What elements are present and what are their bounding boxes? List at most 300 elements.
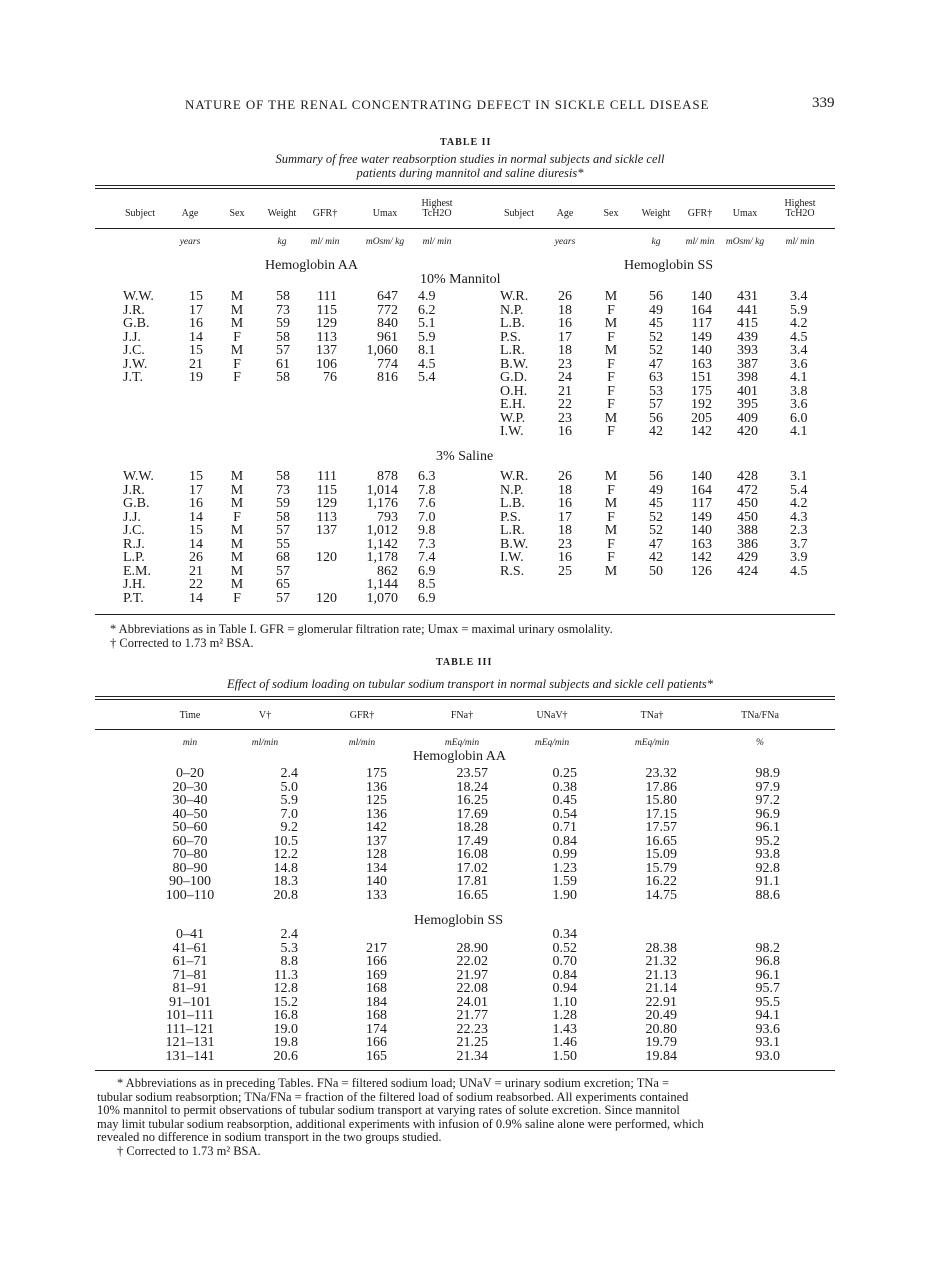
table-cell: 40–50	[172, 806, 208, 822]
table-cell: 15.80	[645, 793, 677, 808]
table-cell: 8.1	[418, 343, 436, 358]
table-cell: 21	[189, 563, 203, 579]
table-cell: 3.6	[790, 356, 808, 372]
table-cell: 18	[558, 343, 572, 358]
table-cell: 47	[649, 356, 663, 372]
table-cell: 60–70	[172, 833, 208, 849]
table-cell: 57	[276, 343, 290, 358]
table-cell: 9.2	[280, 820, 298, 835]
group-label-hemoglobin-ss: Hemoglobin SS	[624, 258, 714, 273]
table-cell: 142	[691, 550, 712, 565]
table-cell: 136	[366, 806, 387, 822]
table-cell: W.R.	[500, 469, 529, 484]
table-row	[0, 511, 936, 524]
table-cell: 58	[276, 509, 290, 525]
table-cell: 121–131	[165, 1035, 215, 1050]
table-cell: 441	[737, 302, 758, 318]
table-cell: J.R.	[123, 482, 145, 498]
table-cell: 1.10	[552, 994, 577, 1010]
table-cell: 149	[691, 509, 712, 525]
table-cell: 21	[558, 383, 572, 399]
table-cell: I.W.	[500, 550, 524, 565]
table-cell: 205	[691, 410, 712, 426]
table-cell: 23	[558, 356, 572, 372]
table-row	[0, 1023, 936, 1036]
table-row	[0, 317, 936, 330]
table-cell: 57	[276, 563, 290, 579]
table-cell: P.S.	[500, 509, 522, 525]
table-cell: 14	[189, 590, 203, 606]
table-cell: 166	[366, 1035, 387, 1050]
table-cell: M	[230, 316, 244, 331]
table-cell: 3.7	[790, 536, 808, 552]
table-cell: 65	[276, 577, 290, 592]
table-cell: 7.6	[418, 496, 436, 511]
table-cell: 14.8	[273, 860, 298, 876]
table-row	[0, 982, 936, 995]
table-cell: 93.8	[755, 847, 780, 862]
table-cell: 93.1	[755, 1035, 780, 1050]
table-cell: 140	[691, 343, 712, 358]
table-row	[0, 1036, 936, 1049]
table-cell: 140	[691, 469, 712, 484]
table-cell: 96.8	[755, 954, 780, 969]
table-cell: 49	[649, 482, 663, 498]
table-cell: L.R.	[500, 523, 525, 538]
table-cell: 17	[189, 482, 203, 498]
table-cell: 128	[366, 847, 387, 862]
table-3-caption: Effect of sodium loading on tubular sodium transport in normal subjects and sickle cell patients*	[226, 677, 714, 691]
table-cell: 2.4	[280, 766, 298, 781]
column-unit: kg	[651, 237, 661, 247]
table-cell: F	[607, 370, 615, 385]
table-cell: 21.77	[456, 1008, 488, 1023]
table-cell: F	[233, 509, 241, 525]
table-cell: E.M.	[123, 563, 151, 579]
table-row	[0, 385, 936, 398]
table-cell: 20.8	[273, 887, 298, 903]
column-unit: mEq/min	[534, 738, 570, 748]
table-cell: 18.3	[273, 874, 298, 889]
table-cell: 5.3	[280, 940, 298, 956]
table-cell: 16.22	[645, 874, 677, 889]
table-cell: 6.9	[418, 590, 436, 606]
table-cell: 1,070	[366, 590, 398, 606]
table-cell: 0.84	[552, 967, 577, 983]
column-header: TNa†	[640, 710, 664, 721]
table-cell: M	[230, 289, 244, 304]
column-unit: %	[756, 738, 764, 748]
table-cell: L.B.	[500, 316, 525, 331]
table-cell: 50	[649, 563, 663, 579]
table-cell: 24.01	[456, 994, 488, 1010]
table-cell: 111	[317, 289, 337, 304]
table-row	[0, 470, 936, 483]
table-cell: 17	[189, 302, 203, 318]
table-cell: 4.5	[790, 329, 808, 345]
table-cell: 4.1	[790, 370, 808, 385]
table-cell: N.P.	[500, 302, 524, 318]
table-cell: 57	[276, 590, 290, 606]
table-cell: 59	[276, 496, 290, 511]
table-cell: 96.1	[755, 820, 780, 835]
table-cell: 450	[737, 509, 758, 525]
table-cell: F	[607, 509, 615, 525]
table-2-label: TABLE II	[440, 137, 492, 148]
table-row	[0, 835, 936, 848]
column-unit: min	[182, 738, 198, 748]
table-cell: 125	[366, 793, 387, 808]
table-3-footnote-line: * Abbreviations as in preceding Tables. FNa = filtered sodium load; UNaV = urinary sodium excretion; TNa =	[117, 1076, 670, 1090]
table-3-footnote-line: 10% mannitol to permit observations of tubular sodium transport at varying rates of solute excretion. Since mannitol	[97, 1103, 680, 1118]
table-cell: 472	[737, 482, 758, 498]
table-cell: 23	[558, 410, 572, 426]
table-row	[0, 996, 936, 1009]
table-row	[0, 928, 936, 941]
table-cell: M	[230, 577, 244, 592]
table-cell: 429	[737, 550, 758, 565]
table-2-caption-line-1: Summary of free water reabsorption studies in normal subjects and sickle cell	[275, 152, 665, 166]
table-cell: 19	[189, 370, 203, 385]
table-cell: 1.28	[552, 1008, 577, 1023]
table-cell: 20.6	[273, 1048, 298, 1064]
table-cell: 111	[317, 469, 337, 484]
table-cell: 5.4	[790, 482, 808, 498]
table-cell: 439	[737, 329, 758, 345]
table-cell: 88.6	[755, 887, 780, 903]
table-cell: 76	[323, 370, 337, 385]
table-cell: 28.38	[645, 940, 677, 956]
group-label-hemoglobin-ss-t3: Hemoglobin SS	[414, 913, 504, 928]
column-header-left: Sex	[229, 208, 245, 219]
page-number: 339	[812, 95, 835, 111]
table-cell: 840	[377, 316, 398, 331]
table-cell: J.W.	[123, 356, 148, 372]
table-cell: 961	[377, 329, 398, 345]
table-cell: 14	[189, 536, 203, 552]
table-cell: 7.3	[418, 536, 436, 552]
table-cell: 137	[366, 833, 387, 849]
table-cell: J.J.	[123, 329, 141, 345]
table-cell: 450	[737, 496, 758, 511]
table-cell: 55	[276, 536, 290, 552]
table-cell: 136	[366, 779, 387, 795]
table-cell: 1,144	[366, 577, 398, 592]
table-cell: 15	[189, 469, 203, 484]
table-cell: 386	[737, 536, 758, 552]
table-cell: M	[230, 550, 244, 565]
table-cell: 91.1	[755, 874, 780, 889]
table-cell: M	[604, 343, 618, 358]
table-cell: M	[604, 289, 618, 304]
table-cell: L.B.	[500, 496, 525, 511]
table-cell: 4.5	[418, 356, 436, 372]
table-cell: 21.25	[456, 1035, 488, 1050]
table-cell: M	[604, 316, 618, 331]
table-cell: 97.2	[755, 793, 780, 808]
table-cell: 16.65	[456, 887, 488, 903]
column-header-right: Highest TcH2O	[784, 198, 816, 219]
table-cell: 98.9	[755, 766, 780, 781]
table-row	[0, 344, 936, 357]
table-cell: 53	[649, 383, 663, 399]
table-cell: J.J.	[123, 509, 141, 525]
table-cell: 95.7	[755, 981, 780, 996]
table-cell: 8.5	[418, 577, 436, 592]
table-row	[0, 767, 936, 780]
table-cell: 137	[316, 523, 337, 538]
column-header-right: Sex	[603, 208, 619, 219]
table-cell: 4.1	[790, 424, 808, 439]
table-cell: 28.90	[456, 940, 488, 956]
table-cell: 217	[366, 940, 387, 956]
table-cell: 169	[366, 967, 387, 983]
table-cell: 126	[691, 563, 712, 579]
table-cell: 18.24	[456, 779, 488, 795]
table-cell: 15	[189, 289, 203, 304]
table-cell: 56	[649, 410, 663, 426]
table-cell: 398	[737, 370, 758, 385]
table-cell: G.D.	[500, 370, 528, 385]
table-cell: 4.2	[790, 316, 808, 331]
column-unit: years	[554, 237, 576, 247]
table-cell: E.H.	[500, 397, 526, 412]
table-cell: O.H.	[500, 383, 528, 399]
table-row	[0, 565, 936, 578]
table-cell: 3.4	[790, 343, 808, 358]
table-row	[0, 1050, 936, 1063]
table-row	[0, 425, 936, 438]
table-cell: 1.43	[552, 1021, 577, 1037]
table-cell: 93.6	[755, 1021, 780, 1037]
column-unit: mOsm/ kg	[365, 237, 405, 247]
table-cell: 409	[737, 410, 758, 426]
table-cell: 420	[737, 424, 758, 439]
table-cell: P.S.	[500, 329, 522, 345]
table-cell: 61–71	[172, 954, 208, 969]
table-cell: 387	[737, 356, 758, 372]
table-cell: J.C.	[123, 343, 145, 358]
table-cell: 0.45	[552, 793, 577, 808]
table-cell: 16.65	[645, 833, 677, 849]
table-cell: 71–81	[172, 967, 208, 983]
table-cell: 47	[649, 536, 663, 552]
table-cell: 5.4	[418, 370, 436, 385]
table-row	[0, 304, 936, 317]
table-cell: 12.2	[273, 847, 298, 862]
table-3-footnote-line: tubular sodium reabsorption; TNa/FNa = fraction of the filtered load of sodium reabsorbed. All experiments contained	[97, 1089, 689, 1104]
table-cell: 0.71	[552, 820, 577, 835]
table-cell: 0.54	[552, 806, 577, 822]
table-cell: 0.99	[552, 847, 577, 862]
table-cell: 14	[189, 509, 203, 525]
table-cell: 101–111	[166, 1008, 214, 1023]
table-row	[0, 875, 936, 888]
table-cell: 80–90	[172, 860, 208, 876]
table-cell: 16	[189, 316, 203, 331]
table-cell: 21	[189, 356, 203, 372]
table-cell: F	[607, 424, 615, 439]
table-3-footnote-line: may limit tubular sodium reabsorption, additional experiments with infusion of 0.9% saline alone were performed, which	[97, 1116, 704, 1131]
table-cell: 23.32	[645, 766, 677, 781]
table-3-top-rule-2	[95, 699, 835, 700]
table-cell: 5.9	[418, 329, 436, 345]
table-cell: 95.2	[755, 833, 780, 849]
table-cell: 16.8	[273, 1008, 298, 1023]
table-cell: 192	[691, 397, 712, 412]
running-header: NATURE OF THE RENAL CONCENTRATING DEFECT IN SICKLE CELL DISEASE	[185, 97, 710, 112]
table-cell: M	[230, 536, 244, 552]
table-3-label: TABLE III	[436, 657, 493, 668]
table-cell: 140	[691, 523, 712, 538]
table-cell: 5.9	[790, 302, 808, 318]
table-cell: 428	[737, 469, 758, 484]
table-cell: 68	[276, 550, 290, 565]
table-cell: 168	[366, 981, 387, 996]
table-cell: 133	[366, 887, 387, 903]
table-cell: 15	[189, 343, 203, 358]
table-cell: M	[230, 496, 244, 511]
table-2-top-rule	[95, 185, 835, 186]
table-row	[0, 808, 936, 821]
table-3-bottom-rule	[95, 1070, 835, 1071]
table-cell: 61	[276, 356, 290, 372]
table-cell: 4.3	[790, 509, 808, 525]
table-cell: 647	[377, 289, 398, 304]
table-cell: 52	[649, 523, 663, 538]
table-cell: F	[233, 356, 241, 372]
table-cell: 0–41	[176, 927, 204, 942]
table-cell: 93.0	[755, 1048, 780, 1064]
table-cell: M	[230, 523, 244, 538]
table-cell: 164	[691, 482, 712, 498]
table-cell: 120	[316, 550, 337, 565]
table-cell: 115	[316, 482, 337, 498]
table-cell: F	[233, 370, 241, 385]
table-cell: 21.97	[456, 967, 488, 983]
table-cell: 56	[649, 469, 663, 484]
table-cell: 129	[316, 316, 337, 331]
table-row	[0, 578, 936, 591]
table-cell: F	[607, 536, 615, 552]
table-cell: 8.8	[280, 954, 298, 969]
table-cell: 21.34	[456, 1048, 488, 1064]
table-cell: F	[607, 383, 615, 399]
table-row	[0, 848, 936, 861]
table-cell: R.S.	[500, 563, 525, 579]
table-cell: 52	[649, 343, 663, 358]
column-unit: ml/min	[251, 738, 279, 748]
table-cell: 58	[276, 329, 290, 345]
table-cell: 90–100	[169, 874, 211, 889]
table-cell: 42	[649, 424, 663, 439]
table-cell: 21.13	[645, 967, 677, 983]
table-row	[0, 497, 936, 510]
table-cell: 18	[558, 302, 572, 318]
table-cell: 7.0	[280, 806, 298, 822]
table-cell: 20–30	[172, 779, 208, 795]
table-cell: M	[604, 563, 618, 579]
column-unit: years	[179, 237, 201, 247]
table-cell: 1,060	[366, 343, 398, 358]
table-cell: 0.84	[552, 833, 577, 849]
table-cell: 19.79	[645, 1035, 677, 1050]
table-2-caption	[160, 152, 780, 180]
table-cell: J.R.	[123, 302, 145, 318]
table-cell: 58	[276, 469, 290, 484]
section-label-saline: 3% Saline	[436, 449, 494, 464]
table-cell: 424	[737, 563, 758, 579]
table-cell: 17.02	[456, 860, 488, 876]
table-cell: 81–91	[172, 981, 208, 996]
table-cell: 774	[377, 356, 398, 372]
table-row	[0, 290, 936, 303]
column-header: FNa†	[450, 710, 474, 721]
column-header: UNaV†	[536, 710, 568, 721]
table-cell: 388	[737, 523, 758, 538]
table-row	[0, 781, 936, 794]
column-header-right: Subject	[504, 208, 534, 219]
table-row	[0, 524, 936, 537]
table-cell: 73	[276, 482, 290, 498]
table-cell: 1,178	[366, 550, 398, 565]
table-cell: 7.8	[418, 482, 436, 498]
column-header-left: Age	[181, 208, 199, 219]
table-cell: 21.32	[645, 954, 677, 969]
table-cell: 16	[558, 496, 572, 511]
table-cell: 1,176	[366, 496, 398, 511]
table-cell: 431	[737, 289, 758, 304]
column-header-right: GFR†	[687, 208, 713, 219]
column-unit: ml/ min	[785, 237, 815, 247]
table-cell: 6.2	[418, 302, 436, 318]
table-cell: 20.80	[645, 1021, 677, 1037]
column-header: V†	[258, 710, 272, 721]
table-cell: 30–40	[172, 793, 208, 808]
table-row	[0, 862, 936, 875]
table-cell: 4.2	[790, 496, 808, 511]
table-cell: 5.9	[280, 793, 298, 808]
table-cell: 45	[649, 496, 663, 511]
table-row	[0, 551, 936, 564]
table-cell: M	[604, 523, 618, 538]
table-cell: 94.1	[755, 1008, 780, 1023]
table-row	[0, 538, 936, 551]
table-cell: 96.9	[755, 806, 780, 822]
table-cell: L.R.	[500, 343, 525, 358]
table-cell: F	[607, 329, 615, 345]
table-cell: 142	[691, 424, 712, 439]
table-cell: W.R.	[500, 289, 529, 304]
table-cell: 0.34	[552, 927, 577, 942]
table-cell: 174	[366, 1021, 387, 1037]
table-cell: 3.4	[790, 289, 808, 304]
table-cell: 98.2	[755, 940, 780, 956]
table-cell: 117	[691, 496, 712, 511]
table-cell: 111–121	[166, 1021, 214, 1037]
table-cell: 17.69	[456, 806, 488, 822]
table-cell: 15.79	[645, 860, 677, 876]
table-cell: F	[233, 590, 241, 606]
table-cell: 142	[366, 820, 387, 835]
table-cell: J.C.	[123, 523, 145, 538]
table-cell: 140	[366, 874, 387, 889]
column-header-right: Umax	[732, 208, 758, 219]
table-cell: F	[607, 356, 615, 372]
table-cell: 17	[558, 509, 572, 525]
table-cell: 19.8	[273, 1035, 298, 1050]
table-row	[0, 398, 936, 411]
